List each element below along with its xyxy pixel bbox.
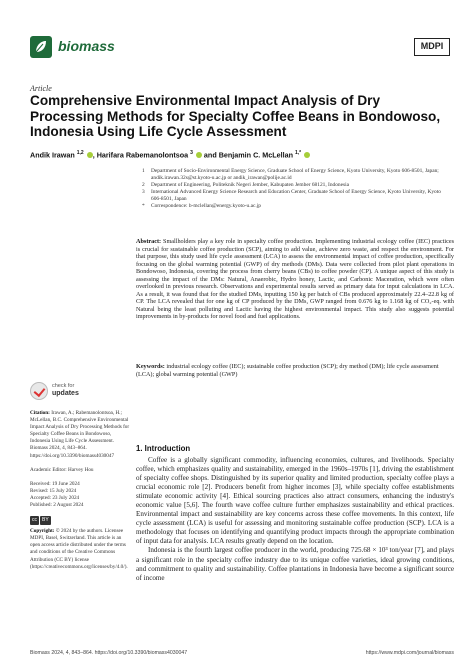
footer-journal-url[interactable]: https://www.mdpi.com/journal/biomass: [365, 650, 454, 656]
leaf-icon: [33, 39, 49, 55]
keywords-label: Keywords:: [136, 363, 165, 370]
journal-logo: [30, 36, 52, 58]
author-list: Andik Irawan $^{1,2}$ , Harifara Rabemanolontsoa $^3$ and Benjamin C. McLellan $^{1,*}$: [30, 150, 460, 159]
keywords-text: industrial ecology coffee (IEC); sustainable coffee production (SCP); dry method (DM); life cycle assessment (LCA); global warming potential (GWP): [136, 363, 439, 378]
academic-editor: Academic Editor: Harvey Hou: [30, 466, 94, 473]
author-affil-sup: 1,*: [295, 150, 302, 156]
affiliation-text: Department of Engineering, Politeknik Negeri Jember, Kabupaten Jember 68121, Indonesia: [151, 182, 349, 189]
orcid-icon[interactable]: [304, 152, 310, 158]
orcid-icon[interactable]: [87, 152, 93, 158]
correspondence-text: Correspondence: b-mclellan@energy.kyoto-u.ac.jp: [151, 203, 261, 210]
body-paragraph: Indonesia is the fourth largest coffee producer in the world, producing 725.68 × 10³ ton/year [7], and plays a significant role in the specialty coffee industry due to its unique coffee varieties, ideal growing conditions, and commitment to quality and sustainability. Coffee plantations in Indonesia have become a significant source of income: [136, 546, 454, 582]
copyright-text: © 2024 by the authors. Licensee MDPI, Basel, Switzerland. This article is an open access article distributed under the terms and conditions of the Creative Commons Attribution (CC BY) license (https://creativecommons.org/licenses/by/4.0/).: [30, 528, 128, 570]
updates-line2: updates: [52, 390, 79, 397]
journal-name[interactable]: biomass: [58, 38, 115, 54]
author-name[interactable]: Harifara Rabemanolontsoa: [96, 150, 189, 160]
abstract-label: Abstract:: [136, 238, 162, 245]
citation-text: Irawan, A.; Rabemanolontsoa, H.; McLellan, B.C. Comprehensive Environmental Impact Analysis of Dry Processing Methods for Specialty Coffee Beans in Bondowoso, Indonesia Using Life Cycle Assessment. Biomass 2024, 4, 843–864. https://doi.org/10.3390/biomass4030047: [30, 410, 130, 459]
article-sidebar: [30, 410, 130, 578]
editor-block: [30, 467, 130, 474]
citation-block: [30, 410, 130, 460]
affiliation-item: [142, 168, 452, 182]
footer-citation[interactable]: Biomass 2024, 4, 843–864. https://doi.org/10.3390/biomass4030047: [30, 650, 188, 656]
introduction-body: [136, 456, 454, 583]
body-paragraph: Coffee is a globally significant commodity, influencing economies, cultures, and livelihoods. Specialty coffee, which emphasizes quality and sustainability, emerged in the 1960s–1970s [1], driving the establishment of specialty coffee shops. Distinguished by its superior quality and limited production, specialty coffee plays a crucial economic role [2]. Producers benefit from higher incomes [3], while specialty coffee establishments stimulate economic activity [4]. Ethical sourcing practices also attract consumers, enhancing the industry's economic value [5,6]. The fourth wave coffee culture further emphasizes sustainability and ethical practices. Environmental impact and sustainability are key concerns across these coffee movements. In this context, life cycle assessment (LCA) is useful for assessing and monitoring sustainable coffee production (SCP). LCA is a methodology that focuses on identifying and quantifying product impacts through the appropriate combination of input data for analysis. LCA results greatly depend on the location.: [136, 456, 454, 546]
cc-icon: cc: [32, 517, 37, 524]
affiliation-number: 2: [142, 182, 145, 189]
affiliation-number: *: [142, 203, 145, 210]
cc-license-badge[interactable]: [30, 516, 51, 525]
article-type: Article: [30, 84, 52, 93]
copyright-block: [30, 528, 130, 571]
published-date: Published: 2 August 2024: [30, 502, 84, 509]
updates-line1: check for: [52, 383, 75, 389]
page-footer: [30, 650, 454, 660]
check-updates-icon: [30, 382, 48, 400]
orcid-icon[interactable]: [196, 152, 202, 158]
section-heading: 1. Introduction: [136, 444, 191, 453]
check-for-updates-badge[interactable]: [30, 380, 90, 404]
revised-date: Revised: 15 July 2024: [30, 487, 77, 494]
affiliation-item: [142, 189, 452, 203]
author-name[interactable]: Andik Irawan: [30, 150, 75, 160]
affiliations: [142, 168, 452, 211]
publisher-logo[interactable]: MDPI: [414, 38, 450, 56]
dates-block: [30, 481, 130, 509]
affiliation-item: [142, 203, 452, 210]
received-date: Received: 19 June 2024: [30, 480, 80, 487]
author-affil-sup: 3: [190, 150, 193, 156]
abstract: [136, 238, 454, 321]
keywords: [136, 363, 454, 378]
page-title: Comprehensive Environmental Impact Analysis of Dry Processing Methods for Specialty Coffee Beans in Bondowoso, Indonesia Using Life Cycle Assessment: [30, 93, 441, 140]
affiliation-text: Department of Socio-Environmental Energy Science, Graduate School of Energy Science, Kyoto University, Kyoto 606-8501, Japan; andik.irawan.32s@st.kyoto-u.ac.jp or andik_irawan@polije.ac.id: [151, 168, 439, 182]
affiliation-text: International Advanced Energy Science Research and Education Center, Graduate School of Energy Science, Kyoto University, Kyoto 606-8501, Japan: [151, 189, 441, 203]
accepted-date: Accepted: 23 July 2024: [30, 494, 80, 501]
affiliation-number: 1: [142, 168, 145, 174]
author-name[interactable]: Benjamin C. McLellan: [218, 150, 294, 160]
journal-header: [30, 36, 450, 62]
abstract-text: Smallholders play a key role in specialty coffee production. Implementing industrial ecology coffee (IEC) practices is crucial for sustainable coffee production (SCP), aiming to add value, achieve zero waste, and respect the environment. For that purpose, this study used life cycle assessment (LCA) to assess the environmental impact of coffee production, specifically focusing on the global warming potential (GWP) of dry methods (DMs). Data were collected from pilot plant operations in Bondowoso, Indonesia, covering the process from cherry beans (CBs) to coffee powder (CP). A unique aspect of this study is assessing the impact of the DMs: Natural, Anaerobic, Hydro honey, Lactic, and Carbonic Maceration, which were often overlooked in previous research. Observations and experimental results served as primary data for input calculations in LCA. As a result, it was found that for the studied DMs, inputting 150 kg per batch of CBs produced approximately 22.4–22.8 kg of CP. The LCA revealed that for one kg of CP produced by the DMs, GWP ranged from 0.676 kg to 1.168 kg of CO₂-eq. with Natural being the least polluting and Lactic having the highest environmental impact. This study also suggests potential improvements in by-products for novel food and fuel applications.: [136, 238, 454, 321]
citation-label: Citation:: [30, 410, 50, 416]
author-affil-sup: 1,2: [76, 150, 84, 156]
copyright-label: Copyright:: [30, 528, 55, 535]
by-icon: BY: [42, 517, 49, 524]
affiliation-number: 3: [142, 189, 145, 196]
